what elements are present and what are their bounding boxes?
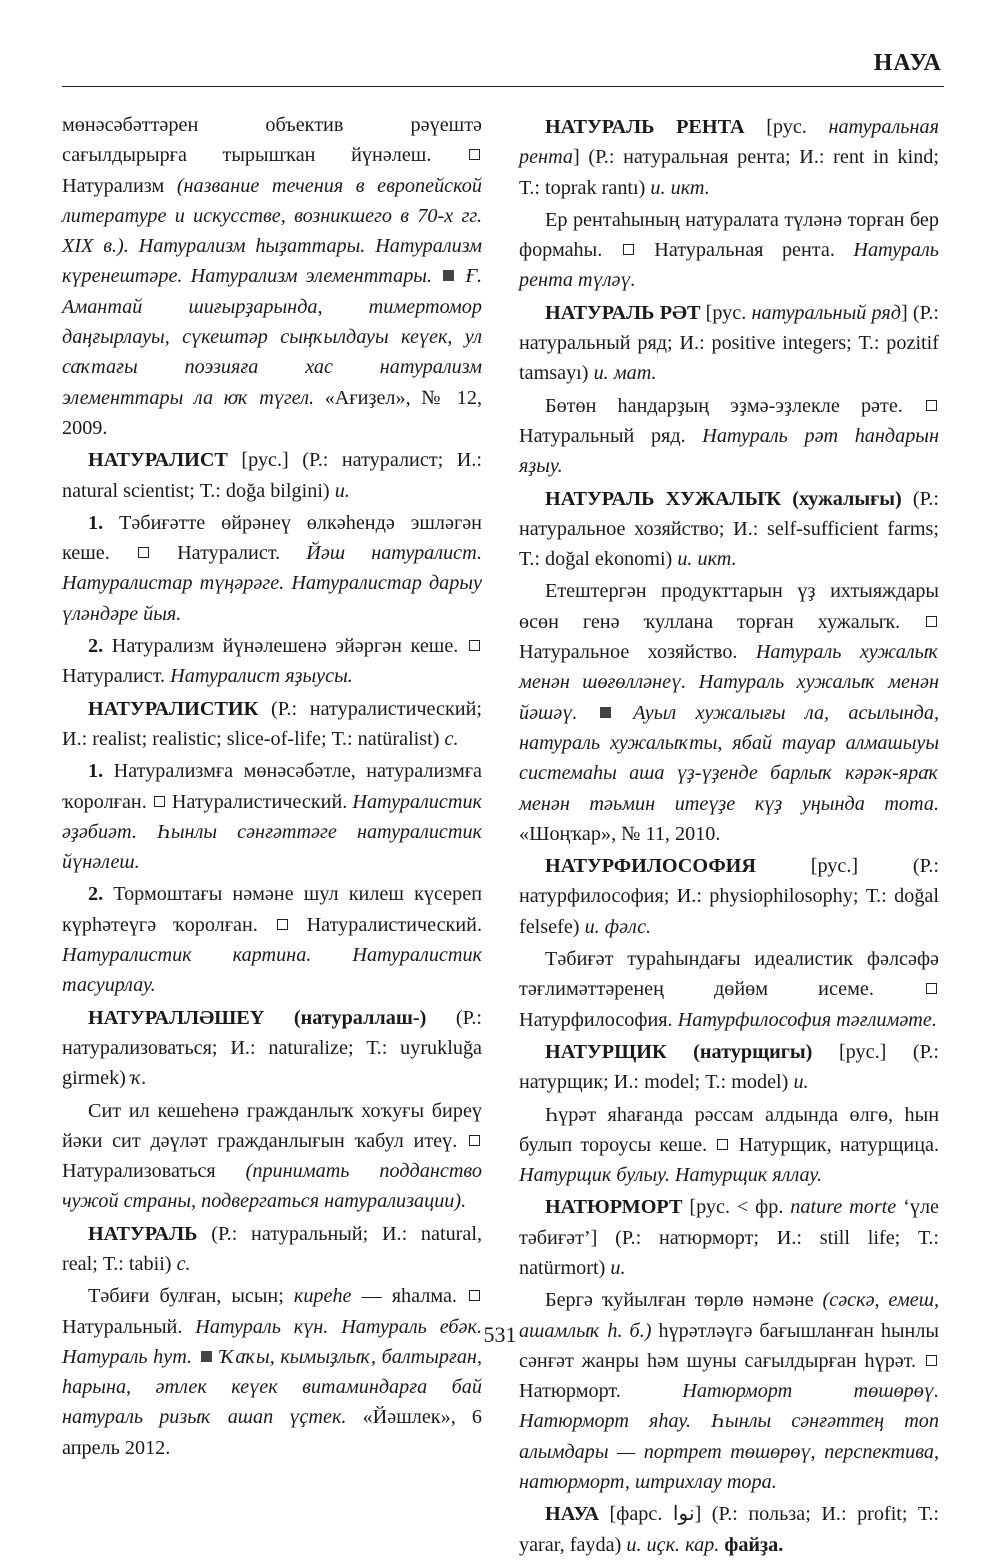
entry-sense [519,205,939,296]
text-run: [рус. < фр. [682,1196,791,1219]
headword: НАТУРАЛЬ [88,1222,198,1245]
text-run: Тәбиғи булған, ысын; [88,1285,294,1308]
entry-sense [62,1281,482,1463]
text-run: Натурфилософия. [519,1008,678,1031]
headword: НАТУРАЛИСТИК [88,697,259,720]
text-run: Тәбиғәтте өйрәнеү өлкәһендә эшләгән кеше. [62,511,482,565]
italic-run: ҡ. [130,1067,147,1090]
italic-run: (сәскә, емеш, ашамлыҡ һ. б.) [519,1289,939,1342]
headword: НАТУРАЛЛӘШЕҮ (натураллаш-) [88,1006,427,1029]
text-run: (Р.: натурализоваться; И.: naturalize; Т.: uyrukluğa girmek) [62,1006,482,1090]
dictionary-entry [62,445,482,506]
italic-run: Натуралистик әҙәбиәт. Һынлы сәнғәттәге натуралистик йүнәлеш. [62,790,482,874]
italic-run: натуральная рента [519,116,939,169]
text-run: [рус.] (Р.: натурщик; И.: model; Т.: model) [519,1040,939,1094]
text-run [432,265,440,287]
text-run: һүрәтләүгә бағышланған һынлы сәнғәт жанры һәм шуны сағылдырған һүрәт. [519,1319,939,1372]
header-rule [62,86,944,87]
entry-sense [519,1285,939,1497]
italic-run: и. [793,1071,809,1094]
text-run: (Р.: натуральный; И.: natural, real; Т.: tabii) [62,1222,482,1275]
entry-sense [62,508,482,629]
text-run: [рус.] (Р.: натуралист; И.: natural scientist; Т.: doğa bilgini) [62,449,482,502]
italic-run: с. [176,1252,191,1275]
italic-run: Натураль күн. Натураль ебәк. Натураль һут. [62,1315,482,1368]
citation-square-icon [600,707,611,718]
text-run: Етештергән продукттарын үҙ ихтыяждары өсөн генә ҡуллана торған хужалыҡ. [519,580,939,633]
text-run: ‘үле тәбиғәт’] (Р.: натюрморт; И.: still life; Т.: natürmort) [519,1196,939,1279]
text-run: Натюрморт. [519,1380,683,1403]
text-run: «Шоңҡар», № 11, 2010. [519,822,721,845]
dictionary-entry [62,694,482,755]
text-run: Бергә ҡуйылған төрлө нәмәне [545,1289,823,1312]
dictionary-entry [519,484,939,575]
translation-box-icon [469,1135,480,1146]
headword: НАТУРАЛЬ ХУЖАЛЫҠ (хужалығы) [545,487,902,510]
text-run: Натурализоваться [62,1160,246,1183]
text-run [577,702,596,724]
translation-box-icon [154,796,165,807]
italic-run: Натураль рәт һандарын яҙыу. [519,424,939,478]
bold-run: файҙа. [724,1533,784,1556]
translation-box-icon [138,547,149,558]
text-run: [рус. [700,301,752,324]
entry-sense [62,879,482,1000]
entry-sense [519,1100,939,1191]
italic-run: киреһе [293,1285,352,1308]
text-run: Натурализм йүнәлешенә эйәргән кеше. [103,635,467,658]
italic-run: Натураль хужалыҡ менән шөғөлләнеү. Натураль хужалыҡ менән йәшәү. [519,641,939,724]
citation-square-icon [201,1351,212,1362]
italic-run: и. икт. [677,548,737,571]
text-run: Натурализм [62,174,177,197]
dictionary-entry [519,1037,939,1098]
translation-box-icon [926,400,937,411]
text-run: Сит ил кешеһенә гражданлыҡ хоҡуғы биреү йәки сит дәүләт гражданлығын ҡабул итеү. [62,1099,482,1152]
italic-run: с. [444,727,459,750]
italic-run: nature morte [790,1196,897,1219]
italic-run: и. иҫк. кар. [626,1533,720,1556]
text-run: «Ағиҙел», № 12, 2009. [62,386,482,439]
text-run: [рус.] (Р.: натурфилософия; И.: physiophilosophy; Т.: doğal felsefe) [519,855,939,938]
text-run: Натуральный. [62,1315,196,1338]
text-run: Натуральная рента. [635,239,854,262]
continued-text [62,110,482,443]
italic-run: натуральный ряд [751,301,901,324]
italic-run: Натюрморт төшөрөү. Натюрморт яһау. Һынлы сәнғәттең топ алымдары — портрет төшөрөү, перспектива, натюрморт, штрихлау тора. [519,1380,939,1494]
dictionary-entry [519,1192,939,1283]
text-run: ] (Р.: натуральная рента; И.: rent in kind; Т.: toprak rantı) [519,146,939,199]
translation-box-icon [926,1355,937,1366]
italic-run: и. [334,479,350,502]
text-run: Натуральное хозяйство. [519,641,756,664]
dictionary-entry [62,1003,482,1094]
sense-number: 2. [88,635,104,658]
headword: НАТУРАЛЬ РӘТ [545,301,701,324]
headword: НАТУРАЛИСТ [88,449,228,472]
italic-run: Натуралистик картина. Натуралистик тасуирлау. [62,944,482,997]
text-run: — яһалма. [351,1285,467,1308]
italic-run: и. икт. [650,176,710,199]
headword: НАТУРАЛЬ РЕНТА [545,116,745,138]
entry-sense [62,756,482,877]
sense-number: 1. [88,511,104,534]
text-run: «Йәшлек», 6 апрель 2012. [62,1406,482,1459]
italic-run: Натурфилософия тәғлимәте. [677,1008,937,1031]
sense-number: 2. [88,883,104,906]
translation-box-icon [926,983,937,994]
italic-run: и. фәлс. [584,915,652,938]
entry-sense [519,944,939,1035]
italic-run: Йәш натуралист. Натуралистар түңәрәге. Натуралистар дарыу үләндәре йыя. [62,542,482,625]
text-run: Натуралистический. [289,913,482,936]
translation-box-icon [623,244,634,255]
text-run: (Р.: натуральное хозяйство; И.: self-sufficient farms; Т.: doğal ekonomi) [519,487,939,571]
italic-run: (принимать подданство чужой страны, подвергаться натурализации). [62,1160,482,1213]
text-run: Натуралист. [62,665,171,688]
text-run: мөнәсәбәттәрен объектив рәүештә сағылдырырға тырышҡан йүнәлеш. [62,114,482,167]
left-column [62,110,482,1463]
dictionary-entry [62,1219,482,1280]
italic-run: и. мат. [593,362,657,385]
italic-run: Натурщик булыу. Натурщик яллау. [519,1164,823,1187]
sense-number: 1. [88,760,104,783]
text-run: [рус. [744,116,829,138]
translation-box-icon [469,1290,480,1301]
italic-run: и. [610,1256,626,1279]
text-run: Натуралист. [150,542,307,565]
translation-box-icon [277,919,288,930]
italic-run: Ауыл хужалығы ла, асылында, натураль хужалыҡты, ябай тауар алмашыуы системаһы аша үҙ-үҙенде барлыҡ кәрәк-яраҡ менән тәьмин итеүҙе күҙ уңында тота. [519,701,939,815]
text-run: Тормоштағы нәмәне шул килеш күсереп күрһәтеүгә ҡоролған. [62,883,482,936]
text-run: Натурализмға мөнәсәбәтле, натурализмға ҡоролған. [62,760,482,813]
text-run: (Р.: натуралистический; И.: realist; realistic; slice-of-life; Т.: natüralist) [62,697,482,750]
dictionary-entry [519,1499,939,1560]
italic-run: Ҡаҡы, кымыҙлыҡ, балтырған, һарына, әтлек кеүек витаминдарға бай натураль ризыҡ ашап үҫтек. [62,1345,482,1429]
entry-sense [519,576,939,849]
headword: НАТУРФИЛОСОФИЯ [545,855,756,878]
headword: НАТУРЩИК (натурщигы) [545,1040,813,1063]
text-run: ] (Р.: натуральный ряд; И.: positive integers; Т.: pozitif tamsayı) [519,301,939,385]
text-run: Һүрәт яһағанда рәссам алдында өлгө, һын булып тороусы кеше. [519,1103,939,1156]
entry-sense [62,1096,482,1217]
running-head: НАУА [873,50,942,76]
text-run: Ер рентаһының натуралата түләнә торған бер формаһы. [519,208,939,262]
headword: НАТЮРМОРТ [545,1196,683,1219]
text-run: [фарс. نوا] (Р.: польза; И.: profit; Т.: yarar, fayda) [519,1503,939,1556]
entry-sense [62,631,482,692]
dictionary-entry [519,112,939,203]
translation-box-icon [926,616,937,627]
text-run: Натурщик, натурщица. [730,1133,940,1156]
translation-box-icon [469,149,480,160]
text-run [192,1346,198,1368]
italic-run: Натураль рента түләү. [519,239,939,292]
citation-square-icon [443,270,454,281]
text-run: Бөтөн һандарҙың эҙмә-эҙлекле рәте. [545,394,924,417]
headword: НАУА [545,1503,600,1526]
italic-run: (название течения в европейской литературе и искусстве, возникшего в 70-х гг. XIX в.). Натурализм һыҙаттары. Натурализм күренештәре. Натурализм элементтары. [62,174,482,288]
translation-box-icon [469,640,480,651]
text-run: Натуральный ряд. [519,424,703,447]
italic-run: Ғ. Амантай шиғырҙарында, тимертомор даңғырлауы, сүкештәр сыңҡылдауы кеүек, ул саҡтағы поэзияға хас натурализм элементтары ла юҡ түгел. [62,265,483,409]
text-run: Натуралистический. [166,790,353,813]
translation-box-icon [717,1139,728,1150]
page-number: 531 [483,1322,517,1347]
italic-run: Натуралист яҙыусы. [170,665,353,688]
dictionary-entry [519,298,939,389]
entry-sense [519,391,939,482]
dictionary-entry [519,851,939,942]
text-run: Тәбиғәт тураһындағы идеалистик фәлсәфә тәғлимәттәренең дөйөм исеме. [519,948,939,1001]
